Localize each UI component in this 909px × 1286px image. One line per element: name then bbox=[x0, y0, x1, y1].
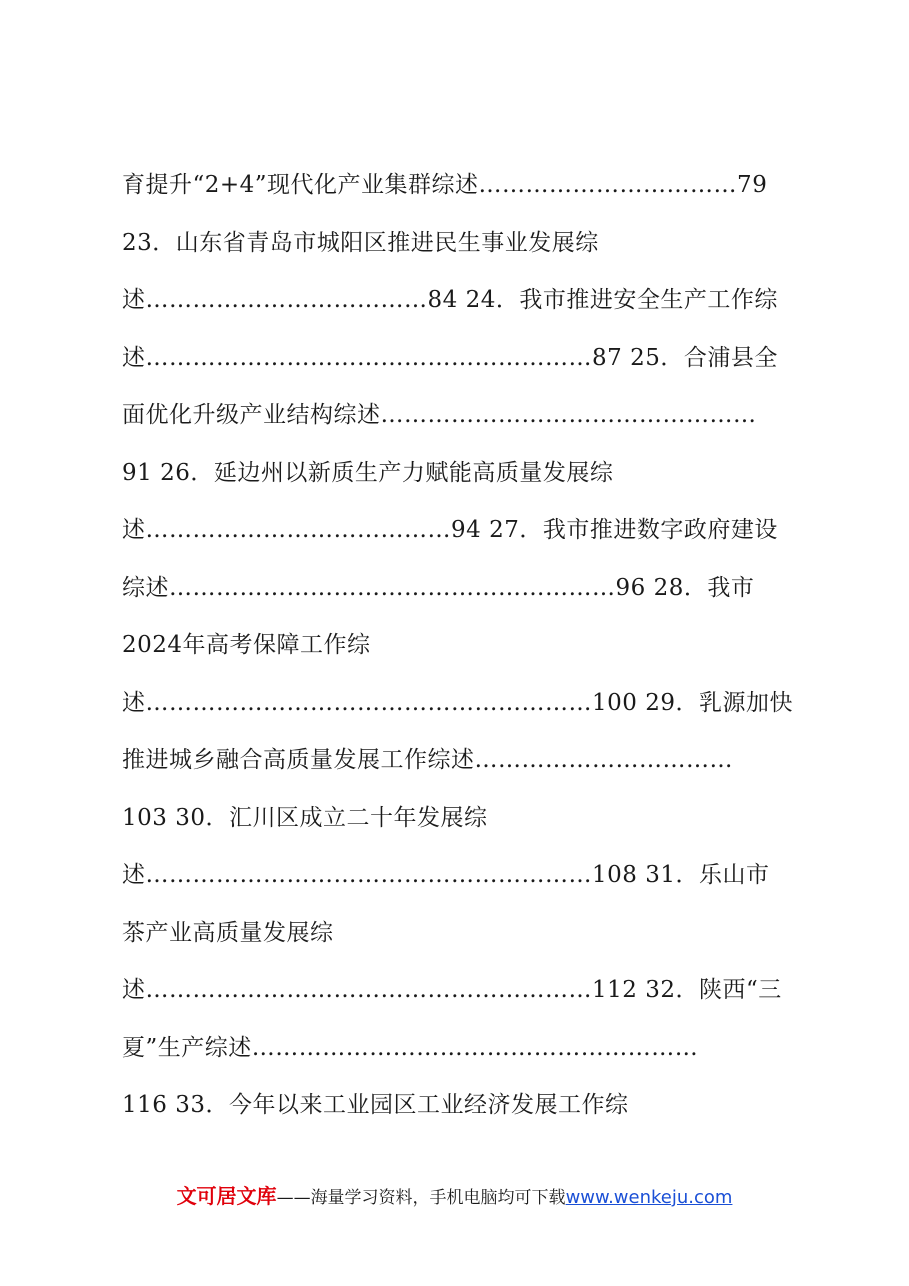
toc-line: 育提升“2+4”现代化产业集群综述……………………………79 bbox=[122, 172, 768, 198]
footer-brand: 文可居文库 bbox=[176, 1184, 277, 1208]
toc-line: 推进城乡融合高质量发展工作综述…………………………… bbox=[122, 747, 733, 773]
toc-line: 23．山东省青岛市城阳区推进民生事业发展综 bbox=[122, 229, 599, 256]
footer-slogan: ——海量学习资料，手机电脑均可下载 bbox=[276, 1188, 566, 1208]
toc-line: 综述…………………………………………………96 28．我市 bbox=[122, 574, 755, 601]
toc-line: 103 30．汇川区成立二十年发展综 bbox=[122, 804, 488, 831]
toc-line: 116 33．今年以来工业园区工业经济发展工作综 bbox=[122, 1092, 629, 1118]
toc-line: 述…………………………………………………108 31．乐山市 bbox=[122, 862, 770, 888]
toc-line: 述…………………………………94 27．我市推进数字政府建设 bbox=[122, 517, 778, 543]
table-of-contents bbox=[122, 165, 802, 1143]
footer-website-link[interactable]: www.wenkeju.com bbox=[565, 1187, 733, 1208]
toc-line: 述…………………………………………………112 32．陕西“三 bbox=[122, 977, 782, 1003]
toc-line: 91 26．延边州以新质生产力赋能高质量发展综 bbox=[122, 459, 614, 486]
toc-line: 夏”生产综述………………………………………………… bbox=[122, 1034, 699, 1061]
toc-line: 述…………………………………………………100 29．乳源加快 bbox=[122, 689, 793, 716]
toc-line: 茶产业高质量发展综 bbox=[122, 919, 334, 946]
toc-line: 面优化升级产业结构综述………………………………………… bbox=[122, 402, 757, 428]
toc-line: 2024年高考保障工作综 bbox=[122, 632, 371, 658]
page-footer bbox=[0, 1180, 909, 1209]
toc-line: 述…………………………………………………87 25．合浦县全 bbox=[122, 344, 778, 371]
toc-line: 述………………………………84 24．我市推进安全生产工作综 bbox=[122, 287, 778, 313]
